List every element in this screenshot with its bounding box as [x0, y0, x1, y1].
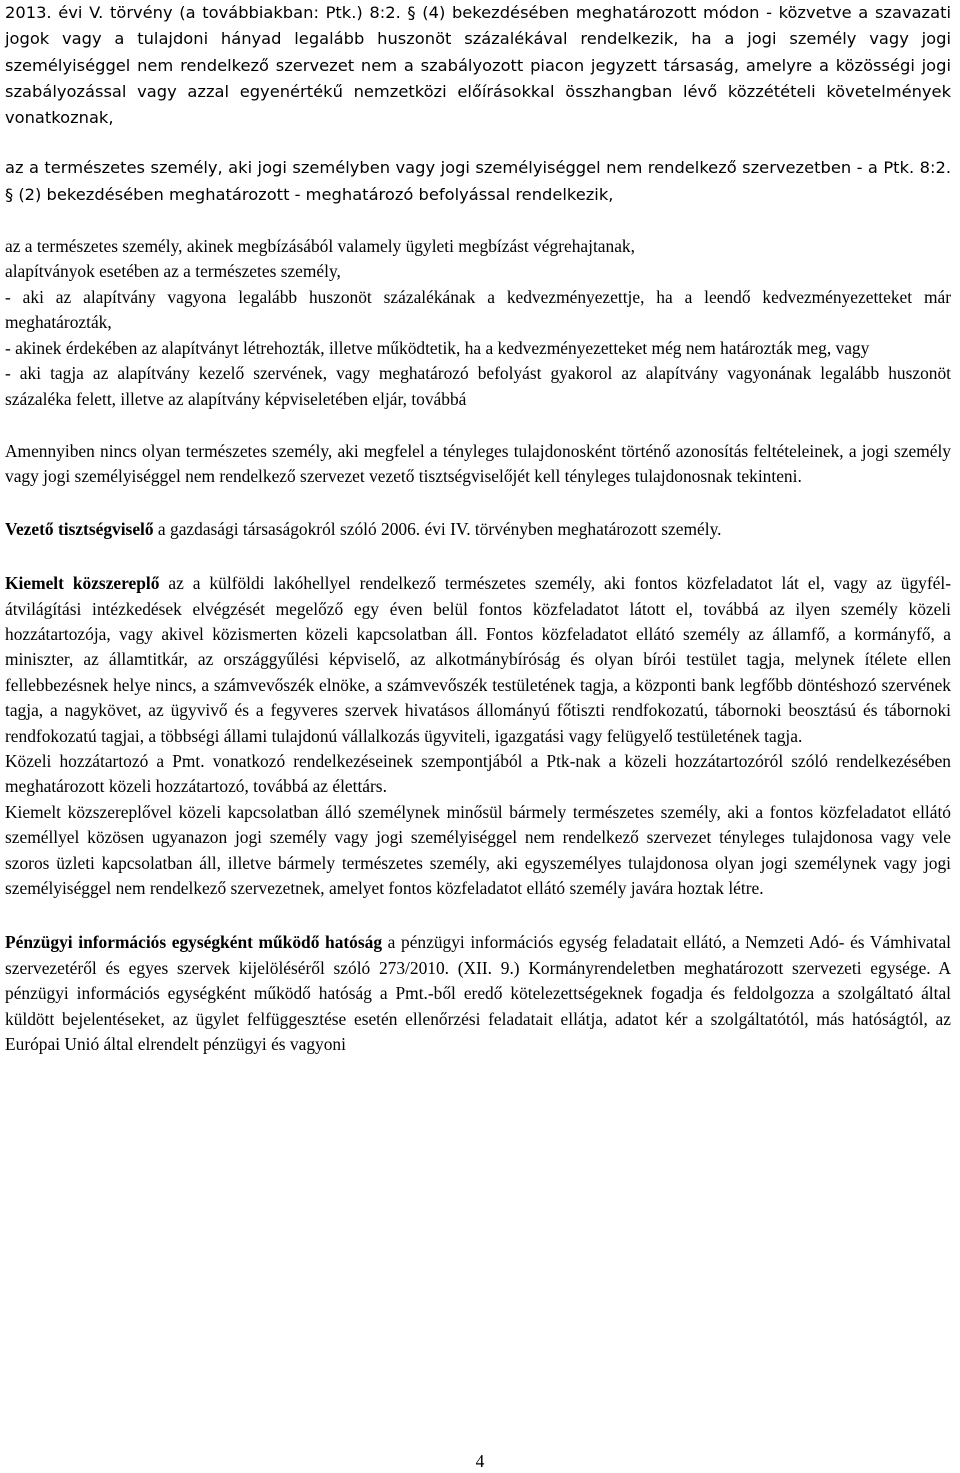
foundation-item-3: - aki tagja az alapítvány kezelő szervének, vagy meghatározó befolyást gyakorol az alapítvány vagyonának legalább huszonöt százaléka felett, illetve az alapítvány képviseletében eljár, továbbá — [5, 363, 951, 409]
definition-executive-officer: a gazdasági társaságokról szóló 2006. évi IV. törvényben meghatározott személy. — [153, 518, 722, 539]
section-pep — [5, 571, 951, 901]
paragraph-controlling-influence: az a természetes személy, aki jogi személyben vagy jogi személyiséggel nem rendelkező szervezetben - a Ptk. 8:2. § (2) bekezdésében meghatározott - meghatározó befolyással rendelkezik, — [5, 158, 951, 204]
foundation-line-2: alapítványok esetében az a természetes személy, — [5, 261, 341, 282]
foundation-line-1: az a természetes személy, akinek megbízásából valamely ügyleti megbízást végrehajtanak, — [5, 236, 635, 257]
paragraph-fiu — [5, 930, 951, 1057]
term-fiu: Pénzügyi információs egységként működő hatóság — [5, 932, 383, 953]
term-executive-officer: Vezető tisztségviselő — [5, 518, 154, 539]
page-number: 4 — [475, 1451, 485, 1471]
foundation-item-1: - aki az alapítvány vagyona legalább huszonöt százalékának a kedvezményezettje, ha a leendő kedvezményezetteket már meghatározták, — [5, 286, 951, 333]
definition-fiu: a pénzügyi információs egység feladatait ellátó, a Nemzeti Adó- és Vámhivatal szervezetéről és egyes szervek kijelöléséről szóló 273/2010. (XII. 9.) Kormányrendeletben meghatározott szervezeti egysége. A pénzügyi információs egységként működő hatóság a Pmt.-ből eredő kötelezettségeknek fogadja és feldolgozza a szolgáltató által küldött bejelentéseket, az ügylet felfüggesztése esetén ellenőrzési feladatait ellátja, adatot kér a szolgáltatótól, más hatóságtól, az Európai Unió által elrendelt pénzügyi és vagyoni — [5, 932, 951, 1055]
paragraph-pep — [5, 571, 951, 749]
paragraph-ownership-definition: 2013. évi V. törvény (a továbbiakban: Ptk.) 8:2. § (4) bekezdésében meghatározott módon - közvetve a szavazati jogok vagy a tulajdoni hányad legalább huszonöt százalékával rendelkezik, ha a jogi személy vagy jogi személyiséggel nem rendelkező szervezet nem a szabályozott piacon jegyzett társaság, amelyre a közösségi jogi szabályozással vagy azzal egyenértékű nemzetközi előírásokkal összhangban lévő közzétételi követelmények vonatkoznak, — [5, 3, 951, 128]
paragraph-no-beneficial-owner: Amennyiben nincs olyan természetes személy, aki megfelel a tényleges tulajdonosként történő azonosítás feltételeinek, a jogi személy vagy jogi személyiséggel nem rendelkező szervezet vezető tisztségviselőjét kell tényleges tulajdonosnak tekinteni. — [5, 440, 951, 487]
paragraph-foundations — [5, 234, 951, 412]
term-pep: Kiemelt közszereplő — [5, 573, 160, 594]
paragraph-executive-officer — [5, 517, 951, 542]
foundation-item-2: - akinek érdekében az alapítványt létrehozták, illetve működtetik, ha a kedvezményezetteket még nem határozták meg, vagy — [5, 337, 870, 358]
paragraph-close-associate: Kiemelt közszereplővel közeli kapcsolatban álló személynek minősül bármely természetes személy, aki a fontos közfeladatot ellátó személlyel közösen ugyanazon jogi személy vagy jogi személyiséggel nem rendelkező szervezet tényleges tulajdonosa vagy vele szoros üzleti kapcsolatban áll, illetve bármely természetes személy, aki egyszemélyes tulajdonosa olyan jogi személynek vagy jogi személyiséggel nem rendelkező szervezetnek, amelyet fontos közfeladatot ellátó személy javára hoztak létre. — [5, 801, 951, 899]
paragraph-close-relative: Közeli hozzátartozó a Pmt. vonatkozó rendelkezéseinek szempontjából a Ptk-nak a közeli hozzátartozóról szóló rendelkezésében meghatározott közeli hozzátartozó, továbbá az élettárs. — [5, 750, 951, 797]
document-page — [5, 0, 951, 1057]
definition-pep: az a külföldi lakóhellyel rendelkező természetes személy, aki fontos közfeladatot lát el, vagy az ügyfél-átvilágítási intézkedések elvégzését megelőző egy éven belül fontos közfeladatot látott el, továbbá az ilyen személy közeli hozzátartozója, vagy akivel közismerten közeli kapcsolatban áll. Fontos közfeladatot ellátó személy az államfő, a kormányfő, a miniszter, az államtitkár, az országgyűlési képviselő, az alkotmánybíróság és olyan bírói testület tagja, melynek ítélete ellen fellebbezésnek helye nincs, a számvevőszék elnöke, a számvevőszék testületének tagja, a központi bank legfőbb döntéshozó szervének tagja, a nagykövet, az ügyvivő és a fegyveres szervek hivatásos állományú főtiszti rendfokozatú, tábornoki beosztású és tábornoki rendfokozatú tagjai, a többségi állami tulajdonú vállalkozás ügyviteli, igazgatási vagy felügyelő testületének tagja. — [5, 573, 951, 746]
